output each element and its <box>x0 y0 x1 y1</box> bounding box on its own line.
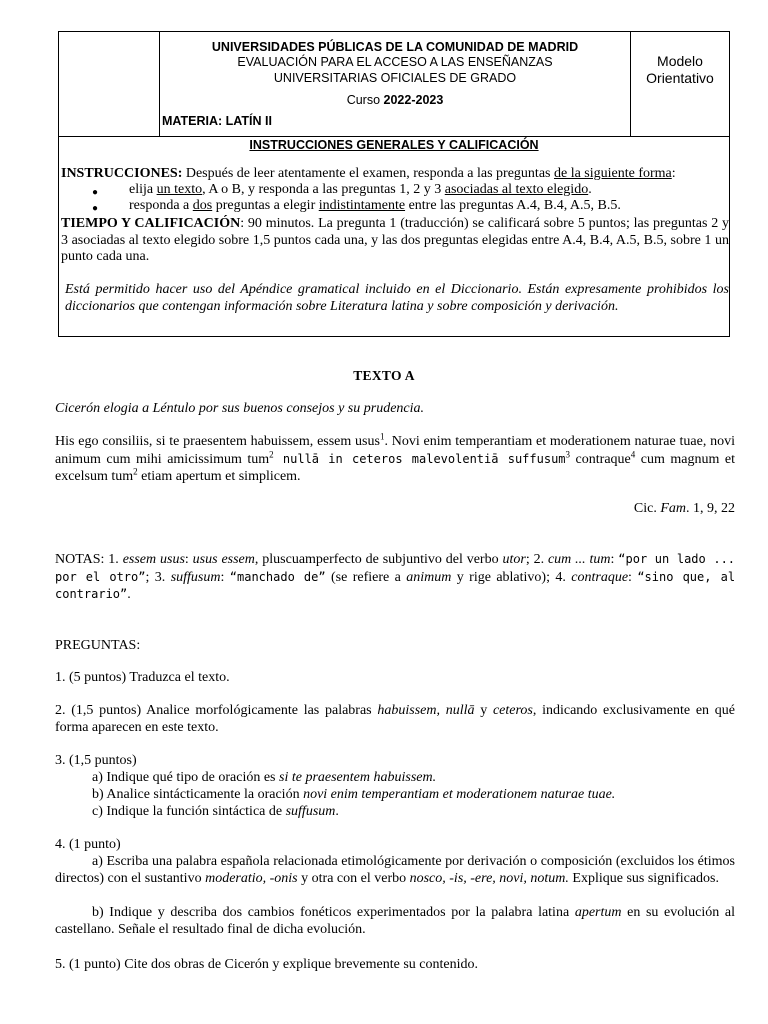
time-and-grading <box>61 216 729 266</box>
notes-text: y rige ablativo); 4. <box>451 569 572 585</box>
title-cell <box>160 32 631 136</box>
model-label-1: Modelo <box>657 53 703 69</box>
logo-cell <box>59 32 160 136</box>
university-title: UNIVERSIDADES PÚBLICAS DE LA COMUNIDAD DE MADRID <box>211 40 579 54</box>
latin-text-mono: nullā in ceteros malevolentiā suffusum <box>273 451 566 466</box>
instructions-label: INSTRUCCIONES: <box>61 166 183 181</box>
footnote-ref: 2 <box>269 448 274 459</box>
latin-text: contraque <box>570 451 631 467</box>
notes-text: ; 2. <box>525 552 548 567</box>
course-line <box>160 93 630 108</box>
header-table <box>59 32 729 137</box>
text-title: TEXTO A <box>353 368 415 383</box>
footnote-ref: 2 <box>133 466 138 477</box>
bullet-2-text-b: dos <box>192 198 213 213</box>
notes-term: animum <box>406 569 452 585</box>
questions-heading: PREGUNTAS: <box>55 638 141 653</box>
instructions-intro <box>61 166 729 183</box>
subject-label: MATERIA: LATÍN II <box>162 114 272 128</box>
question-term: habuissem, nullā <box>377 703 475 718</box>
bullet-2-text-d: indistintamente <box>318 198 406 213</box>
question-text: 2. (1,5 puntos) Analice morfológicamente las palabras <box>55 703 378 718</box>
instructions-colon: : <box>671 166 676 181</box>
bullet-1-text-e: . <box>588 182 592 197</box>
question-term: moderatio, -onis <box>205 870 298 886</box>
bullet-1-text-b: un texto <box>156 182 203 197</box>
citation-work: Fam <box>660 501 686 516</box>
header-box <box>58 31 730 337</box>
notes-term: contraque <box>571 569 629 585</box>
bullet-1-text-d: asociadas al texto elegido <box>444 182 589 197</box>
notes-term: suffusum <box>170 569 221 585</box>
allowed-materials-note: Está permitido hacer uso del Apéndice gramatical incluido en el Diccionario. Están expresamente prohibidos los diccionarios que contengan información sobre Literatura latina y sobre composición y derivación. <box>65 282 729 314</box>
bullet-icon: ● <box>92 187 99 198</box>
question-4a <box>55 854 735 887</box>
question-term: si te praesentem habuissem. <box>279 770 437 785</box>
exam-title-line-1: EVALUACIÓN PARA EL ACCESO A LAS ENSEÑANZAS <box>237 55 553 69</box>
latin-text: etiam apertum et simplicem. <box>137 469 301 484</box>
notes-text: : <box>220 569 230 585</box>
bullet-1-text-c: , A o B, y responda a las preguntas 1, 2 y 3 <box>202 182 445 197</box>
exam-title-line-2: UNIVERSITARIAS OFICIALES DE GRADO <box>273 71 517 85</box>
question-text: en su evolución al castellano. Señale el resultado final de dicha evolución. <box>55 905 735 937</box>
notes-text: : <box>610 552 619 567</box>
notes-term: essem usus <box>122 552 185 567</box>
time-label: TIEMPO Y CALIFICACIÓN <box>61 216 241 231</box>
footnote-ref: 3 <box>565 448 571 459</box>
question-text: , indicando exclusivamente en qué forma aparecen en este texto. <box>55 703 736 735</box>
bullet-item-2 <box>129 198 621 215</box>
notes-text: , pluscuamperfecto de subjuntivo del verbo <box>254 552 503 567</box>
latin-text: cum magnum et excelsum tum <box>55 451 736 484</box>
question-term: apertum <box>574 905 622 920</box>
notes-text: . <box>127 587 131 602</box>
course-value: 2022-2023 <box>383 93 444 107</box>
question-text: b) Indique y describa dos cambios fonéticos experimentados por la palabra latina <box>92 905 575 920</box>
bullet-icon: ● <box>92 203 99 214</box>
question-1: 1. (5 puntos) Traduzca el texto. <box>55 670 230 685</box>
question-text: c) Indique la función sintáctica de <box>92 804 286 819</box>
instructions-underlined: de la siguiente forma <box>553 166 672 181</box>
notes-text: : <box>628 569 638 585</box>
bullet-2-text-e: entre las preguntas A.4, B.4, A.5, B.5. <box>405 198 621 213</box>
notes <box>55 551 735 604</box>
question-text: Explique sus significados. <box>568 870 720 886</box>
footnote-ref: 4 <box>630 448 636 459</box>
bullet-2-text-a: responda a <box>129 198 193 213</box>
question-3b <box>92 787 615 804</box>
question-text: . <box>335 804 339 819</box>
latin-text: His ego consiliis, si te praesentem habuissem, essem usus <box>55 434 380 449</box>
instructions-heading: INSTRUCCIONES GENERALES Y CALIFICACIÓN <box>249 138 539 152</box>
notes-term: usus essem <box>192 552 255 567</box>
latin-passage <box>55 433 735 486</box>
question-3c <box>92 804 339 821</box>
question-term: nosco, -is, -ere, novi, notum. <box>409 870 569 886</box>
bullet-item-1 <box>129 182 592 199</box>
bullet-2-text-c: preguntas a elegir <box>212 198 319 213</box>
text-subtitle: Cicerón elogia a Léntulo por sus buenos consejos y su prudencia. <box>55 401 425 416</box>
question-3a <box>92 770 436 787</box>
instructions-text: Después de leer atentamente el examen, responda a las preguntas <box>182 166 554 181</box>
course-label: Curso <box>346 93 384 107</box>
question-text: a) Escriba una palabra española relacionada etimológicamente por derivación o composición (excluidos los étimos directos) con el sustantivo <box>55 854 735 886</box>
question-4b <box>55 905 735 938</box>
question-2 <box>55 703 735 736</box>
citation-author: Cic. <box>633 501 661 516</box>
notes-term: cum ... tum <box>547 552 611 567</box>
notes-text: NOTAS: 1. <box>55 552 123 567</box>
citation-ref: . 1, 9, 22 <box>686 501 735 516</box>
bullet-1-text-a: elija <box>129 182 157 197</box>
question-term: ceteros <box>492 703 533 718</box>
question-text: y <box>474 703 493 718</box>
time-text: : 90 minutos. La pregunta 1 (traducción) se calificará sobre 5 puntos; las preguntas 2 y 3 asociadas al texto elegido sobre 1,5 puntos cada una, y las dos preguntas elegidas entre A.4, B.4, A.5, B.5, sobre 1 un punto cada una. <box>61 216 729 264</box>
notes-term: utor <box>502 552 526 567</box>
question-text: y otra con el verbo <box>297 870 410 886</box>
question-term: novi enim temperantiam et moderationem naturae tuae. <box>303 787 616 802</box>
question-text: a) Indique qué tipo de oración es <box>92 770 279 785</box>
notes-gloss: “manchado de” <box>229 569 326 584</box>
question-3: 3. (1,5 puntos) <box>55 753 137 768</box>
latin-text: . Novi enim temperantiam et moderationem naturae tuae, novi animum cum mihi amicissimum tum <box>55 434 735 467</box>
model-label-2: Orientativo <box>646 70 714 86</box>
notes-text: : <box>184 552 193 567</box>
question-5: 5. (1 punto) Cite dos obras de Cicerón y explique brevemente su contenido. <box>55 957 479 972</box>
model-cell <box>631 32 729 136</box>
footnote-ref: 1 <box>379 431 385 442</box>
citation <box>55 501 735 518</box>
notes-text: (se refiere a <box>325 569 407 585</box>
question-term: suffusum <box>285 804 336 819</box>
notes-gloss: “por un lado ... por el otro” <box>55 552 736 584</box>
notes-text: ; 3. <box>145 569 171 585</box>
notes-gloss: “sino que, al contrario” <box>55 569 736 601</box>
question-4: 4. (1 punto) <box>55 837 121 852</box>
question-text: b) Analice sintácticamente la oración <box>92 787 304 802</box>
